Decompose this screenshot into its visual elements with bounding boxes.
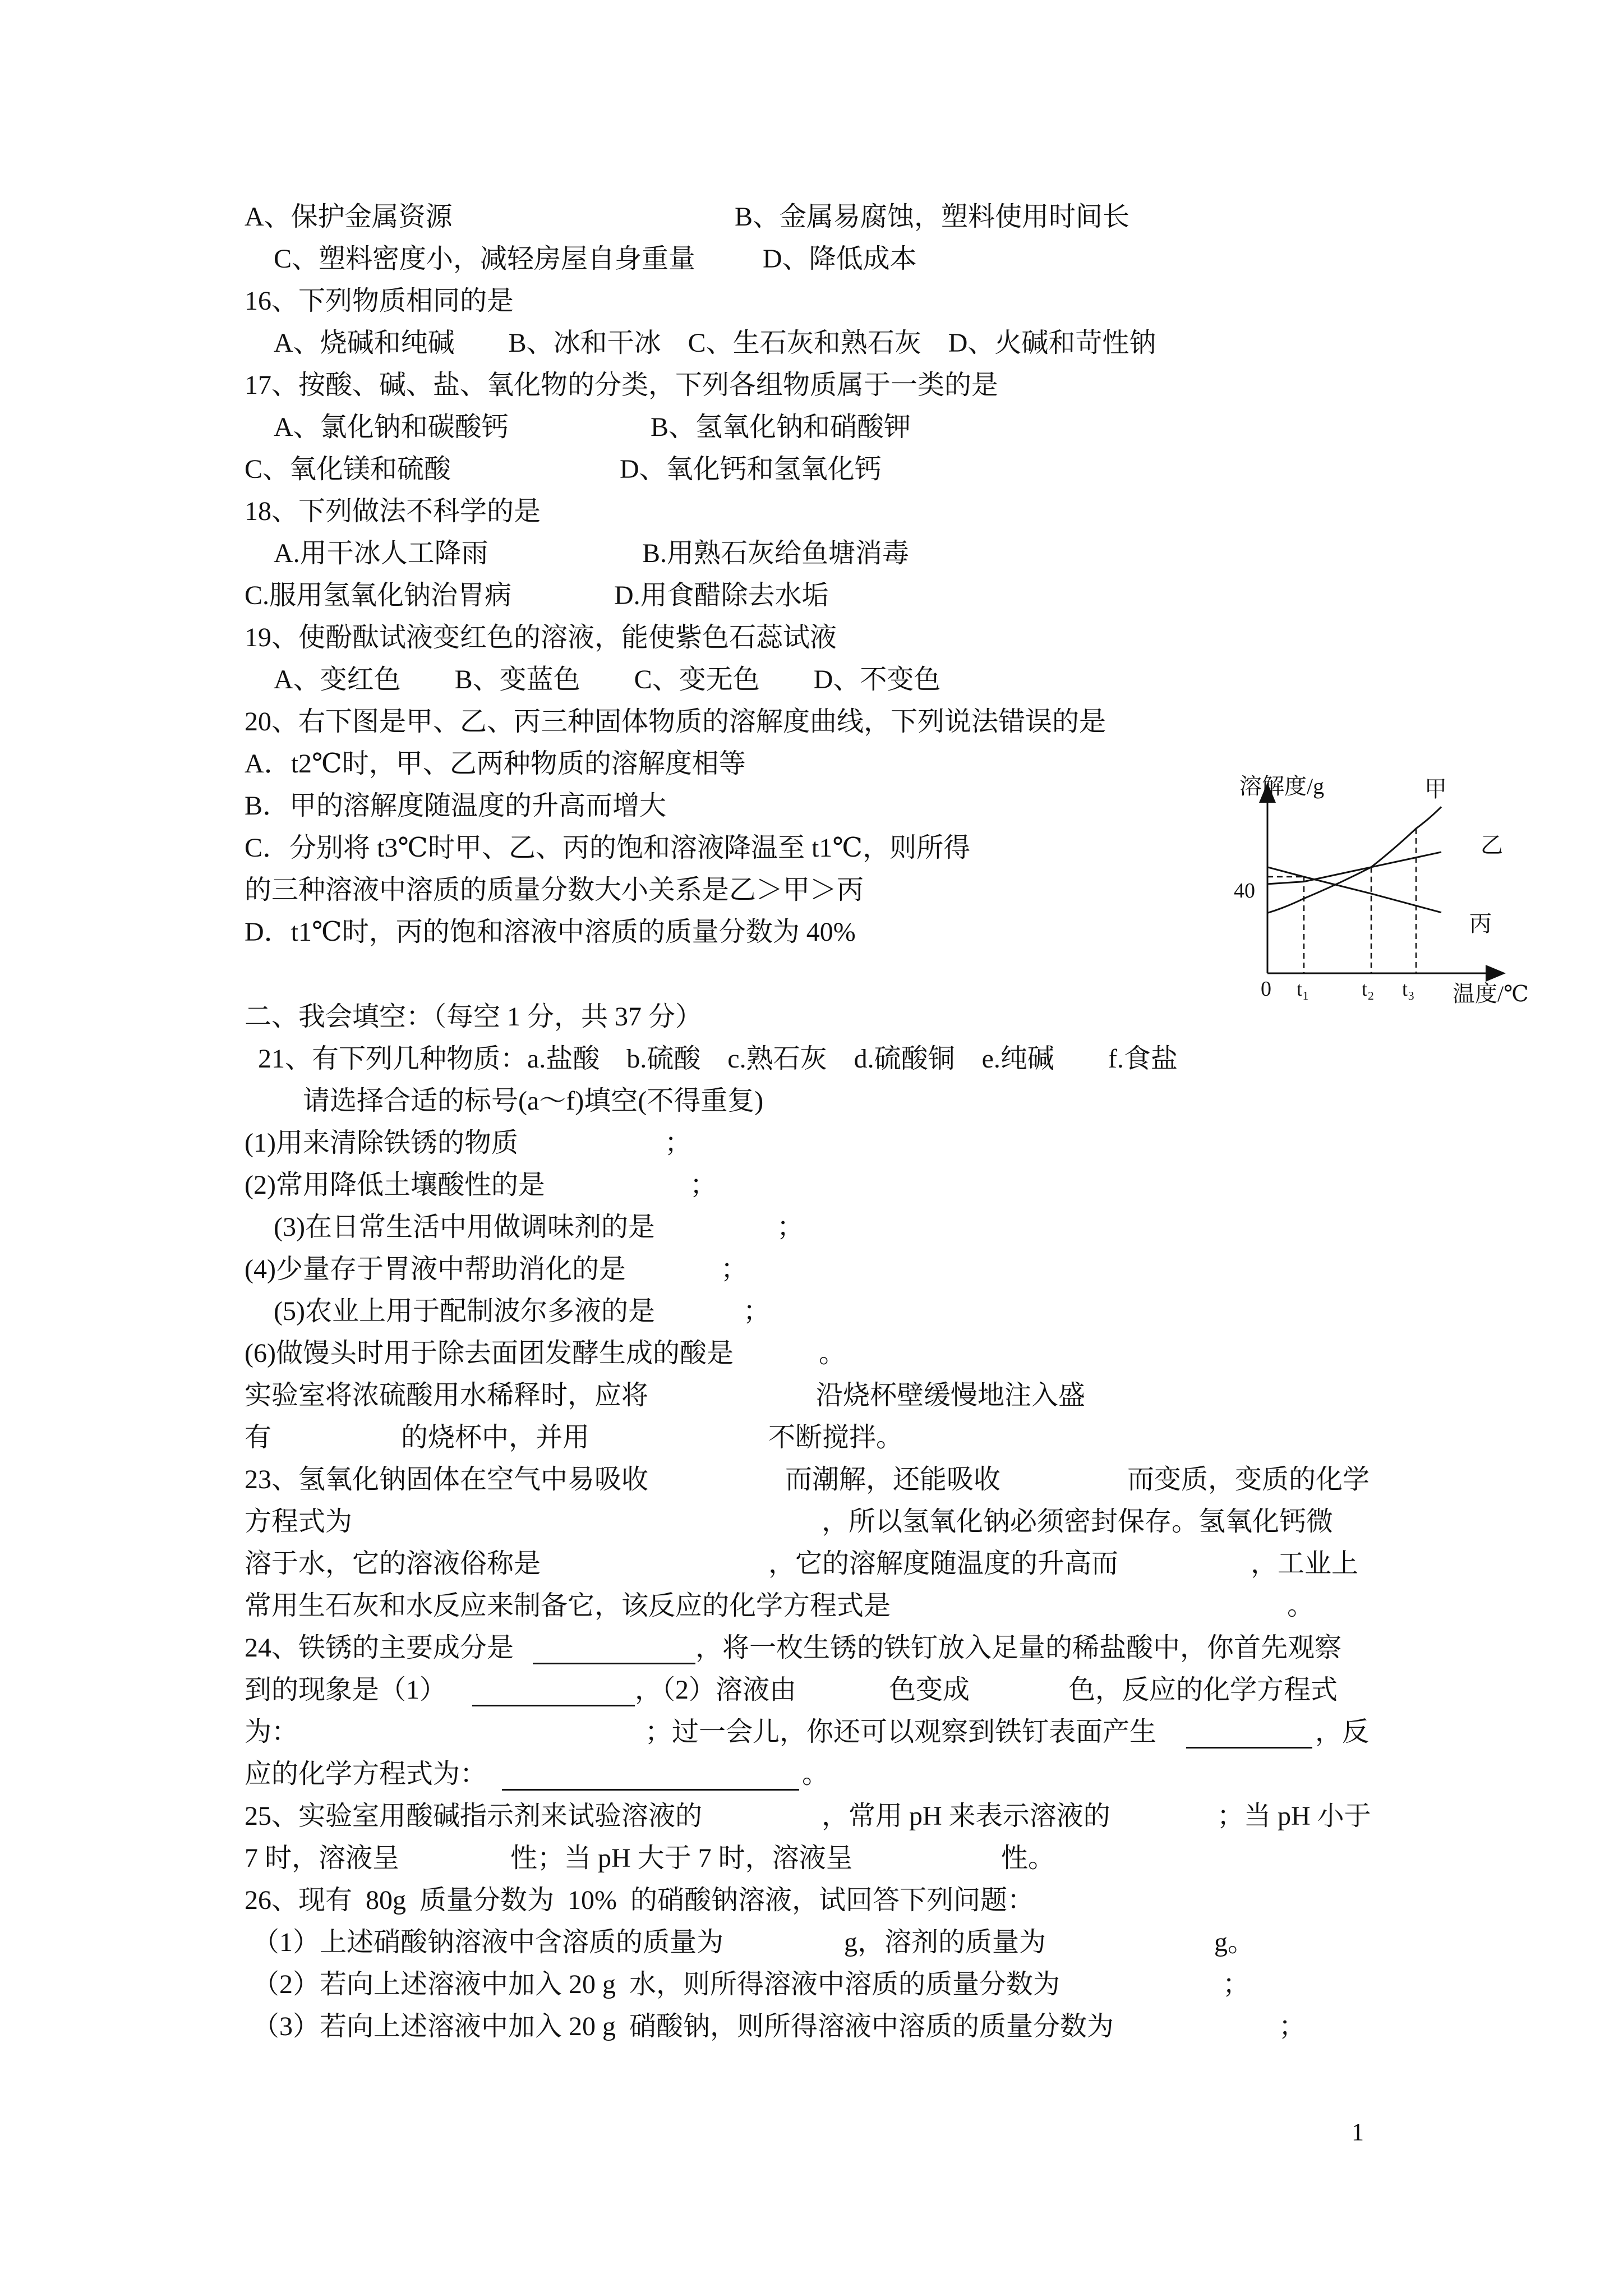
q25-text-f: 性。 xyxy=(1001,1843,1055,1873)
q17-option-a: A、氯化钠和碳酸钙 xyxy=(274,412,509,442)
q24-blank-4[interactable] xyxy=(502,1764,799,1791)
q19-stem: 19、使酚酞试液变红色的溶液，能使紫色石蕊试液 xyxy=(245,623,837,652)
q21-blank-2-end: ； xyxy=(690,1170,717,1200)
q22-text-c: 有 xyxy=(245,1423,272,1452)
q15-option-d: D、降低成本 xyxy=(763,244,917,274)
q21-blank-6-end: 。 xyxy=(819,1338,846,1368)
q18-option-d: D.用食醋除去水垢 xyxy=(614,581,829,610)
q21-blank-4-end: ； xyxy=(721,1254,748,1284)
curve-bing xyxy=(1267,867,1441,913)
q24-text-d: ，（2）溶液由 xyxy=(635,1675,797,1705)
q24-end: 。 xyxy=(802,1759,829,1789)
q24-text-h: ；过一会儿，你还可以观察到铁钉表面产生 xyxy=(645,1717,1157,1747)
q23-text-d: 方程式为 xyxy=(245,1507,353,1536)
q21-item-1: (1)用来清除铁锈的物质 xyxy=(245,1128,518,1158)
q25-text-e: 性；当 pH 大于 7 时，溶液呈 xyxy=(510,1843,853,1873)
q15-option-b: B、金属易腐蚀，塑料使用时间长 xyxy=(735,202,1130,232)
q23-text-f: 溶于水，它的溶液俗称是 xyxy=(245,1549,541,1579)
q26-item-1b: g，溶剂的质量为 xyxy=(844,1927,1046,1957)
x-tick-t2: t₂ xyxy=(1362,978,1375,1000)
q23-text-h: ，工业上 xyxy=(1251,1549,1359,1579)
q20-option-a: A．t2℃时，甲、乙两种物质的溶解度相等 xyxy=(245,749,746,779)
q26-item-3-end: ； xyxy=(1279,2012,1306,2041)
q22-text-e: 不断搅拌。 xyxy=(768,1423,903,1452)
q22-text-d: 的烧杯中，并用 xyxy=(401,1423,590,1452)
q20-option-c: C．分别将 t3℃时甲、乙、丙的饱和溶液降温至 t1℃，则所得 xyxy=(245,833,971,863)
q26-item-3: （3）若向上述溶液中加入 20 g 硝酸钠，则所得溶液中溶质的质量分数为 xyxy=(252,2012,1114,2041)
q26-stem: 26、现有 80g 质量分数为 10% 的硝酸钠溶液，试回答下列问题： xyxy=(245,1885,1034,1915)
curve-yi xyxy=(1267,852,1441,884)
q22-text-b: 沿烧杯壁缓慢地注入盛 xyxy=(816,1381,1086,1410)
q15-option-a: A、保护金属资源 xyxy=(245,202,453,232)
page-number: 1 xyxy=(1352,2118,1364,2146)
q16-options: A、烧碱和纯碱 B、冰和干冰 C、生石灰和熟石灰 D、火碱和苛性钠 xyxy=(274,328,1156,358)
q18-stem: 18、下列做法不科学的是 xyxy=(245,496,541,526)
series-label-jia: 甲 xyxy=(1424,776,1447,802)
q23-text-b: 而潮解，还能吸收 xyxy=(785,1465,1001,1494)
curve-jia xyxy=(1267,807,1441,913)
q17-option-d: D、氧化钙和氢氧化钙 xyxy=(620,454,882,484)
q18-option-c: C.服用氢氧化钠治胃病 xyxy=(245,581,512,610)
q26-item-1a: （1）上述硝酸钠溶液中含溶质的质量为 xyxy=(252,1927,724,1957)
q17-stem: 17、按酸、碱、盐、氧化物的分类，下列各组物质属于一类的是 xyxy=(245,370,999,400)
q25-text-a: 25、实验室用酸碱指示剂来试验溶液的 xyxy=(245,1801,703,1831)
series-curves xyxy=(1267,807,1441,973)
q21-stem: 21、有下列几种物质：a.盐酸 b.硫酸 c.熟石灰 d.硫酸铜 e.纯碱 f.食盐 xyxy=(258,1044,1178,1074)
q24-text-f: 色，反应的化学方程式 xyxy=(1068,1675,1338,1705)
series-label-bing: 丙 xyxy=(1469,911,1492,936)
q23-text-g: ，它的溶解度随温度的升高而 xyxy=(768,1549,1119,1579)
q23-text-a: 23、氢氧化钠固体在空气中易吸收 xyxy=(245,1465,649,1494)
q24-text-a: 24、铁锈的主要成分是 xyxy=(245,1633,514,1663)
q24-blank-2[interactable] xyxy=(472,1680,635,1706)
solubility-curve-chart xyxy=(1217,774,1537,1010)
q18-option-a: A.用干冰人工降雨 xyxy=(274,539,488,568)
q23-text-e: ，所以氢氧化钠必须密封保存。氢氧化钙微 xyxy=(822,1507,1334,1536)
q21-item-2: (2)常用降低土壤酸性的是 xyxy=(245,1170,545,1200)
q21-blank-5-end: ； xyxy=(743,1296,771,1326)
q24-blank-1[interactable] xyxy=(533,1638,695,1664)
q21-instruction: 请选择合适的标号(a～f)填空(不得重复) xyxy=(303,1086,764,1116)
q24-blank-3[interactable] xyxy=(1186,1722,1312,1749)
q15-option-c: C、塑料密度小，减轻房屋自身重量 xyxy=(274,244,696,274)
q23-end: 。 xyxy=(1287,1591,1315,1621)
q24-text-c: 到的现象是（1） xyxy=(245,1675,447,1705)
x-axis-label: 温度/℃ xyxy=(1453,981,1529,1006)
x-tick-t3: t₃ xyxy=(1402,978,1415,1000)
origin-label: 0 xyxy=(1261,977,1271,1001)
q21-item-6: (6)做馒头时用于除去面团发酵生成的酸是 xyxy=(245,1338,734,1368)
q20-option-d: D．t1℃时，丙的饱和溶液中溶质的质量分数为 40% xyxy=(245,917,856,947)
q22-text-a: 实验室将浓硫酸用水稀释时，应将 xyxy=(245,1381,649,1410)
q20-option-b: B．甲的溶解度随温度的升高而增大 xyxy=(245,791,667,821)
y-tick-40: 40 xyxy=(1234,879,1255,903)
q26-item-2-end: ； xyxy=(1223,1970,1250,1999)
q21-blank-3-end: ； xyxy=(777,1212,804,1242)
q25-text-d: 7 时，溶液呈 xyxy=(245,1843,400,1873)
q24-text-j: 应的化学方程式为： xyxy=(245,1759,487,1789)
series-label-yi: 乙 xyxy=(1481,832,1503,858)
q26-item-1c: g。 xyxy=(1214,1927,1255,1957)
q16-stem: 16、下列物质相同的是 xyxy=(245,286,514,316)
x-tick-t1: t₁ xyxy=(1297,978,1310,1000)
q21-blank-1-end: ； xyxy=(665,1128,692,1158)
q19-options: A、变红色 B、变蓝色 C、变无色 D、不变色 xyxy=(274,665,941,694)
q25-text-b: ，常用 pH 来表示溶液的 xyxy=(822,1801,1110,1831)
section-2-title: 二、我会填空：（每空 1 分，共 37 分） xyxy=(245,1002,703,1032)
q24-text-e: 色变成 xyxy=(889,1675,970,1705)
q24-text-i: ，反 xyxy=(1315,1717,1370,1747)
q25-text-c: ；当 pH 小于 xyxy=(1217,1801,1371,1831)
q20-option-c-cont: 的三种溶液中溶质的质量分数大小关系是乙＞甲＞丙 xyxy=(245,875,864,905)
q26-item-2: （2）若向上述溶液中加入 20 g 水，则所得溶液中溶质的质量分数为 xyxy=(252,1970,1061,1999)
q24-text-b: ，将一枚生锈的铁钉放入足量的稀盐酸中，你首先观察 xyxy=(695,1633,1342,1663)
y-axis-label: 溶解度/g xyxy=(1239,774,1325,799)
q21-item-3: (3)在日常生活中用做调味剂的是 xyxy=(274,1212,655,1242)
q17-option-b: B、氢氧化钠和硝酸钾 xyxy=(651,412,911,442)
q24-text-g: 为： xyxy=(245,1717,299,1747)
q21-item-4: (4)少量存于胃液中帮助消化的是 xyxy=(245,1254,626,1284)
q20-stem: 20、右下图是甲、乙、丙三种固体物质的溶解度曲线，下列说法错误的是 xyxy=(245,707,1106,737)
q17-option-c: C、氧化镁和硫酸 xyxy=(245,454,451,484)
q23-text-c: 而变质，变质的化学 xyxy=(1127,1465,1370,1494)
q21-item-5: (5)农业上用于配制波尔多液的是 xyxy=(274,1296,655,1326)
q23-text-i: 常用生石灰和水反应来制备它，该反应的化学方程式是 xyxy=(245,1591,891,1621)
q18-option-b: B.用熟石灰给鱼塘消毒 xyxy=(642,539,910,568)
